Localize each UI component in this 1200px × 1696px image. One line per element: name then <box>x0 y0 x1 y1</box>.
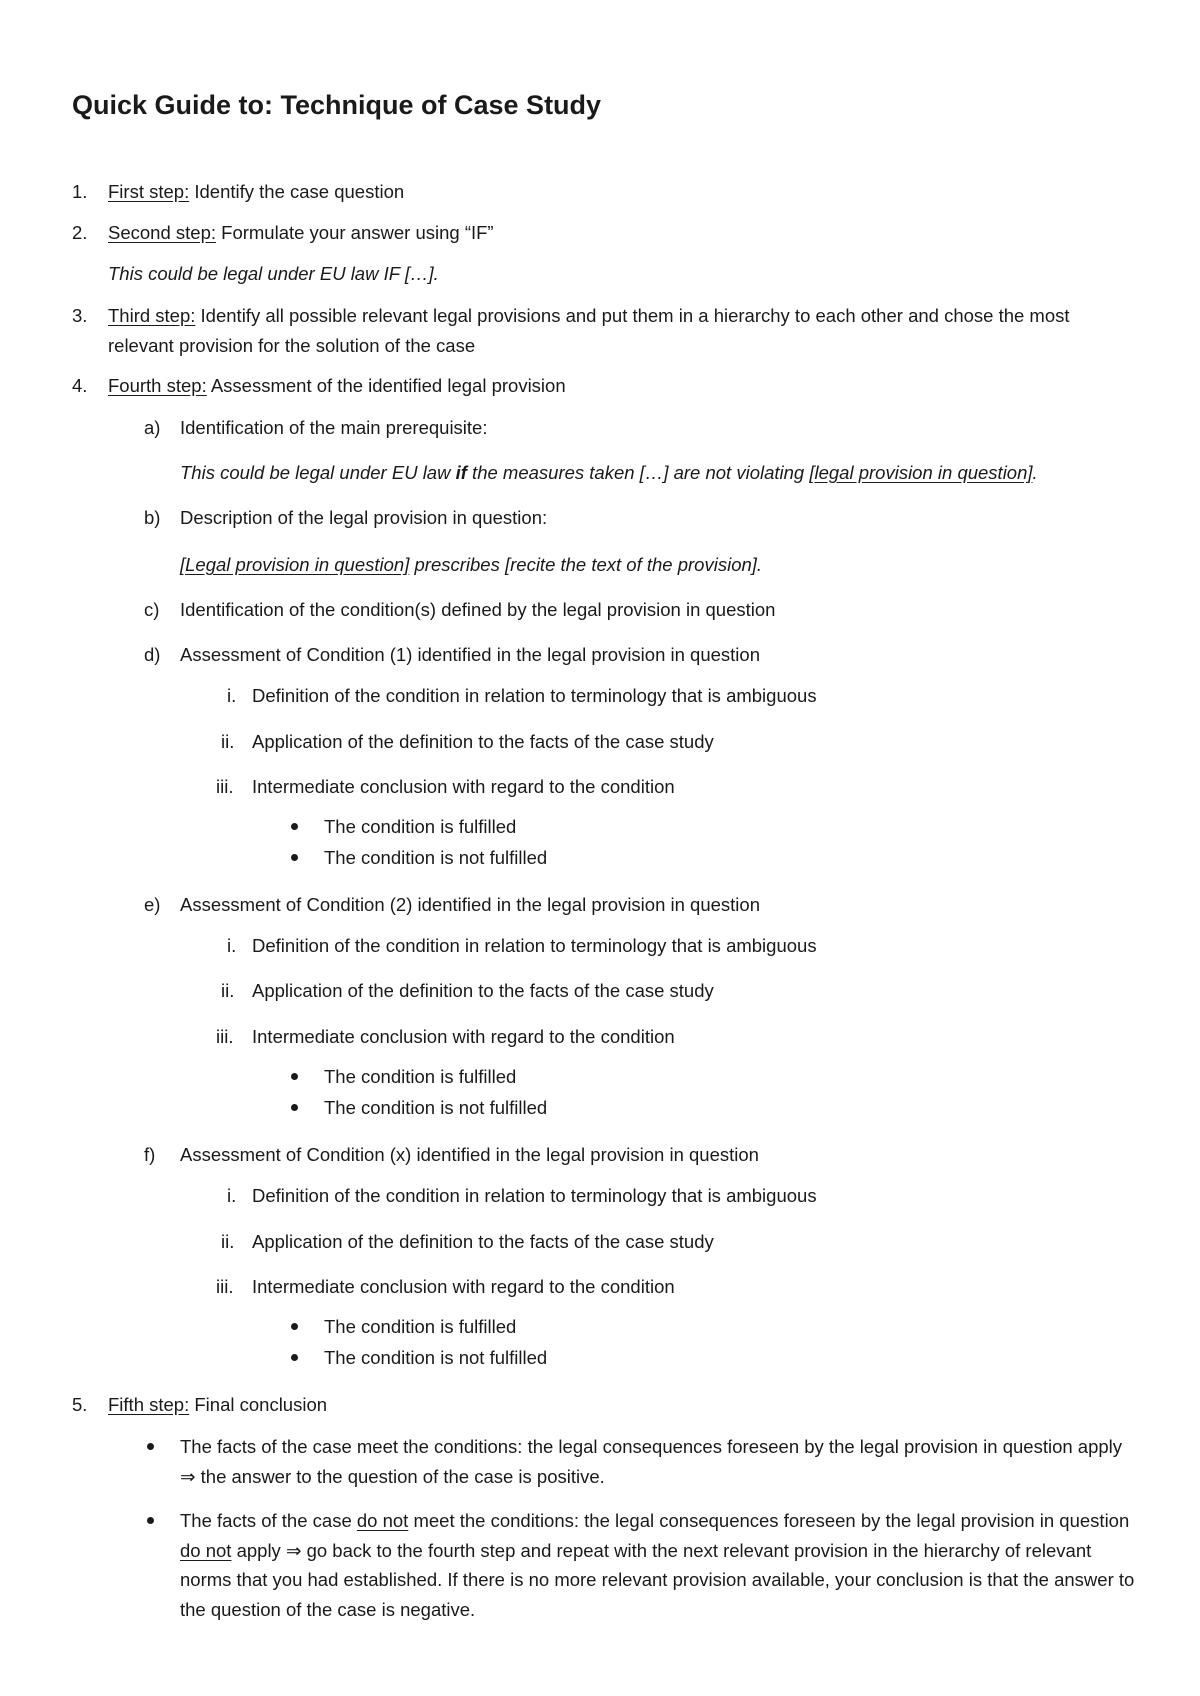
step-2 <box>108 222 494 244</box>
bullet-item: The condition is not fulfilled <box>324 847 548 868</box>
step-4 <box>108 375 566 397</box>
bullet-item: The condition is not fulfilled <box>324 1347 548 1368</box>
condition-heading: Assessment of Condition (2) identified in the legal provision in question <box>180 894 760 915</box>
item-letter: f) <box>144 1144 156 1165</box>
conclusion-negative <box>180 1506 1140 1624</box>
sub-number: i. <box>227 685 237 706</box>
step-text: Identify all possible relevant legal provisions and put them in a hierarchy to each other and chose the most relevant provision for the solution of the case <box>108 305 1070 356</box>
item-letter: d) <box>144 644 161 665</box>
step-number: 3. <box>72 305 88 326</box>
sub-number: iii. <box>216 776 234 797</box>
bullet-icon <box>147 1443 154 1450</box>
emphasis-do-not: do not <box>180 1539 232 1561</box>
bullet-icon <box>291 854 298 861</box>
sub-item: Application of the definition to the facts of the case study <box>252 980 714 1001</box>
item-c-text: Identification of the condition(s) defined by the legal provision in question <box>180 599 776 620</box>
example-text: prescribes [recite the text of the provision]. <box>409 554 763 575</box>
sub-item: Definition of the condition in relation to terminology that is ambiguous <box>252 685 817 706</box>
item-letter: b) <box>144 507 161 528</box>
bullet-icon <box>147 1517 154 1524</box>
example-text: . <box>1032 462 1038 483</box>
step-label: Fourth step: <box>108 375 207 396</box>
bullet-icon <box>291 1104 298 1111</box>
condition-heading: Assessment of Condition (1) identified in the legal provision in question <box>180 644 760 665</box>
step-label: Third step: <box>108 305 196 326</box>
item-letter: e) <box>144 894 161 915</box>
item-a-text: Identification of the main prerequisite: <box>180 417 488 438</box>
bullet-item: The condition is fulfilled <box>324 1316 517 1337</box>
sub-number: ii. <box>221 731 235 752</box>
sub-number: i. <box>227 935 237 956</box>
step-label: Second step: <box>108 222 216 243</box>
item-letter: a) <box>144 417 161 438</box>
step-number: 1. <box>72 181 88 202</box>
example-if: if <box>455 462 467 483</box>
step-5 <box>108 1394 327 1416</box>
condition-heading: Assessment of Condition (x) identified in the legal provision in question <box>180 1144 759 1165</box>
item-b-text: Description of the legal provision in question: <box>180 507 548 528</box>
step-text: Assessment of the identified legal provision <box>206 375 566 396</box>
bullet-item: The condition is not fulfilled <box>324 1097 548 1118</box>
bullet-icon <box>291 1354 298 1361</box>
step-label: First step: <box>108 181 190 202</box>
bullet-item: The condition is fulfilled <box>324 1066 517 1087</box>
sub-item: Application of the definition to the facts of the case study <box>252 1231 714 1252</box>
bullet-item: The condition is fulfilled <box>324 816 517 837</box>
conclusion-text: meet the conditions: the legal consequences foreseen by the legal provision in question <box>408 1510 1130 1531</box>
item-b-example <box>180 554 762 576</box>
step-3 <box>108 301 1128 360</box>
bullet-icon <box>291 823 298 830</box>
item-a-example <box>180 462 1038 484</box>
step-text: Formulate your answer using “IF” <box>216 222 494 243</box>
example-text: This could be legal under EU law <box>180 462 456 483</box>
item-letter: c) <box>144 599 160 620</box>
step-2-example: This could be legal under EU law IF […]. <box>108 263 439 284</box>
conclusion-text: apply ⇒ go back to the fourth step and repeat with the next relevant provision in the hierarchy of relevant norms that you had established. If there is no more relevant provision available, your conclusion is that the answer to the question of the case is negative. <box>180 1539 1135 1620</box>
bullet-icon <box>291 1323 298 1330</box>
step-number: 5. <box>72 1394 88 1415</box>
sub-number: ii. <box>221 980 235 1001</box>
conclusion-text: The facts of the case <box>180 1510 357 1531</box>
sub-number: iii. <box>216 1276 234 1297</box>
step-number: 4. <box>72 375 88 396</box>
page-title: Quick Guide to: Technique of Case Study <box>72 90 602 120</box>
sub-item: Application of the definition to the facts of the case study <box>252 731 714 752</box>
step-text: Identify the case question <box>189 181 405 202</box>
sub-item: Definition of the condition in relation to terminology that is ambiguous <box>252 1185 817 1206</box>
conclusion-positive: The facts of the case meet the conditions: the legal consequences foreseen by the legal provision in question apply ⇒ the answer to the question of the case is positive. <box>180 1436 1123 1487</box>
sub-item: Intermediate conclusion with regard to the condition <box>252 776 675 797</box>
sub-item: Intermediate conclusion with regard to the condition <box>252 1276 675 1297</box>
example-provision: [legal provision in question] <box>809 462 1033 483</box>
example-text: the measures taken […] are not violating <box>466 462 810 483</box>
sub-number: ii. <box>221 1231 235 1252</box>
sub-number: i. <box>227 1185 237 1206</box>
step-label: Fifth step: <box>108 1394 190 1415</box>
sub-item: Intermediate conclusion with regard to the condition <box>252 1026 675 1047</box>
step-1 <box>108 181 404 203</box>
emphasis-do-not: do not <box>356 1510 409 1531</box>
example-provision: [Legal provision in question] <box>180 554 410 575</box>
step-number: 2. <box>72 222 88 243</box>
bullet-icon <box>291 1073 298 1080</box>
step-text: Final conclusion <box>189 1394 328 1415</box>
sub-item: Definition of the condition in relation to terminology that is ambiguous <box>252 935 817 956</box>
sub-number: iii. <box>216 1026 234 1047</box>
